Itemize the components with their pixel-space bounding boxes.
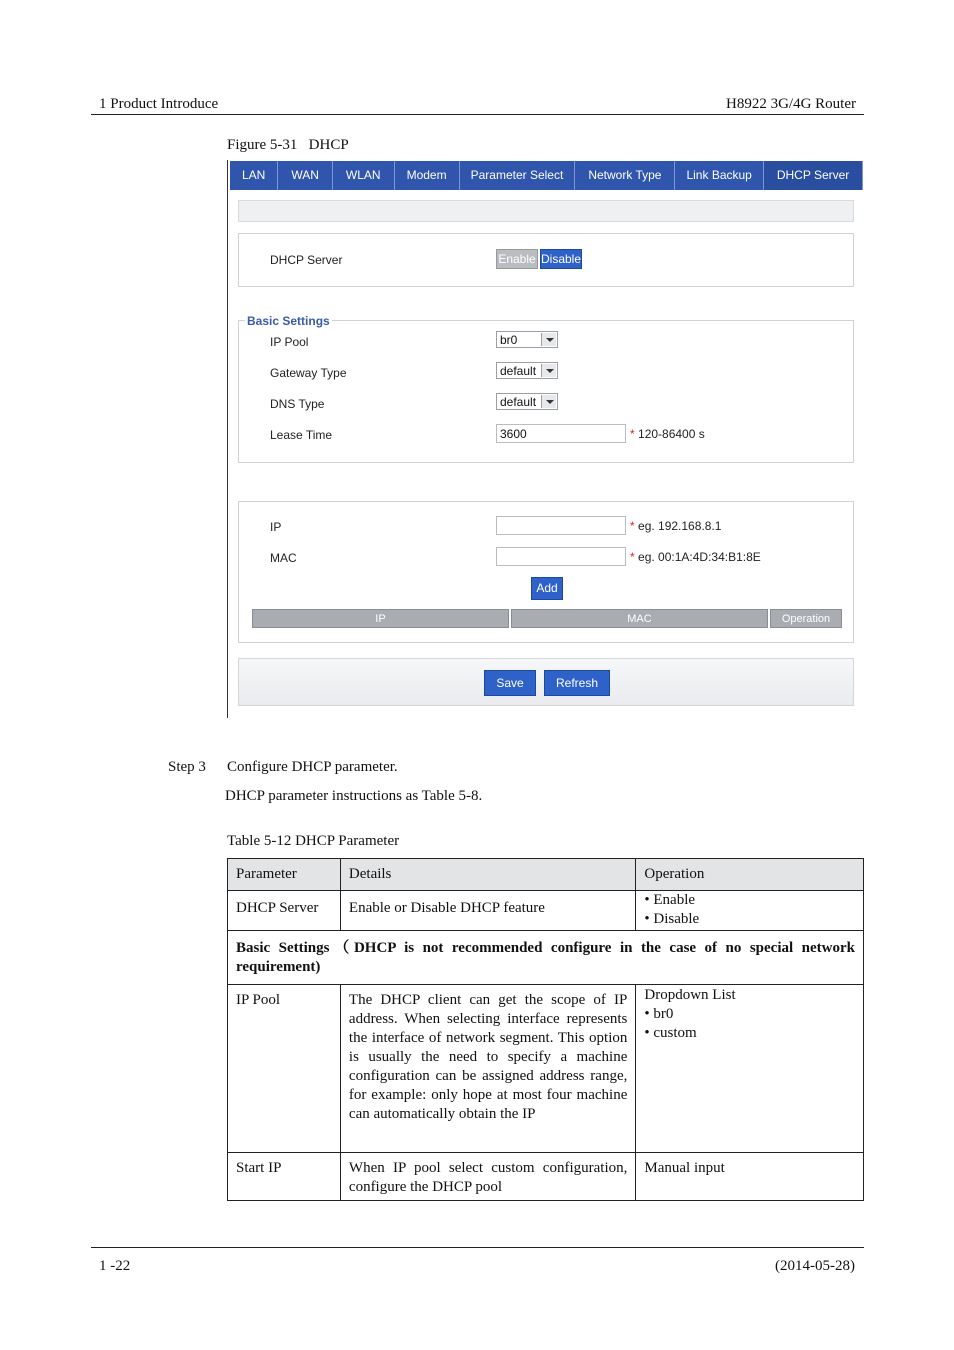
- binding-table-header-ip: IP: [252, 609, 509, 628]
- table-row: [228, 985, 864, 1153]
- table-header-operation: Operation: [636, 859, 864, 891]
- action-bar: [238, 658, 854, 706]
- figure-left-border: [227, 160, 228, 718]
- dhcp-server-panel: [238, 233, 854, 287]
- chevron-down-icon: [541, 364, 556, 377]
- operation-item: • custom: [644, 1025, 697, 1041]
- gateway-type-select[interactable]: [496, 362, 558, 379]
- page-number: 1 -22: [99, 1258, 131, 1274]
- binding-table-header-operation: Operation: [770, 609, 842, 628]
- operation-cell: [636, 891, 864, 931]
- step-text: Configure DHCP parameter.: [227, 759, 398, 775]
- required-mark: *: [630, 519, 635, 533]
- tab-network-type[interactable]: Network Type: [575, 161, 675, 190]
- lease-time-label: Lease Time: [270, 428, 333, 442]
- dhcp-server-label: DHCP Server: [270, 253, 343, 267]
- chevron-down-icon: [541, 333, 556, 346]
- ip-hint-text: eg. 192.168.8.1: [638, 519, 722, 533]
- dns-type-select[interactable]: [496, 393, 558, 410]
- param-cell: DHCP Server: [228, 891, 341, 931]
- static-binding-panel: [238, 501, 854, 643]
- tab-dhcp-server[interactable]: DHCP Server: [764, 161, 863, 190]
- operation-cell: Manual input: [636, 1153, 864, 1201]
- section-row: [228, 931, 864, 985]
- ip-input[interactable]: [496, 516, 626, 535]
- basic-settings-legend: Basic Settings: [247, 314, 330, 328]
- details-cell: The DHCP client can get the scope of IP address. When selecting interface represents the interface of network segment. This option is usually the need to specify a machine configuration can be assigned address range, for example: only hope at most four machine can automatically obtain the IP: [340, 985, 635, 1153]
- ip-pool-label: IP Pool: [270, 335, 309, 349]
- table-caption: Table 5-12 DHCP Parameter: [227, 833, 400, 849]
- details-cell: Enable or Disable DHCP feature: [340, 891, 635, 931]
- operation-item: • br0: [644, 1006, 674, 1022]
- details-cell: When IP pool select custom configuration, configure the DHCP pool: [340, 1153, 635, 1201]
- tab-wan[interactable]: WAN: [278, 161, 333, 190]
- ip-pool-select[interactable]: [496, 331, 558, 348]
- dns-type-label: DNS Type: [270, 397, 325, 411]
- tab-lan[interactable]: LAN: [230, 161, 278, 190]
- ip-label: IP: [270, 520, 282, 534]
- lease-time-hint-text: 120-86400 s: [638, 427, 705, 441]
- mac-input[interactable]: [496, 547, 626, 566]
- header-divider: [91, 114, 864, 115]
- intro-text: DHCP parameter instructions as Table 5-8.: [225, 788, 483, 804]
- header-left: 1 Product Introduce: [99, 96, 219, 112]
- tab-parameter-select[interactable]: Parameter Select: [460, 161, 576, 190]
- enable-button[interactable]: Enable: [496, 249, 538, 269]
- table-header-row: [228, 859, 864, 891]
- operation-item: • Enable: [644, 892, 696, 908]
- required-mark: *: [630, 427, 635, 441]
- table-header-details: Details: [340, 859, 635, 891]
- required-mark: *: [630, 550, 635, 564]
- param-cell: IP Pool: [228, 985, 341, 1153]
- lease-time-hint: [630, 427, 705, 441]
- tab-link-backup[interactable]: Link Backup: [675, 161, 763, 190]
- footer-divider: [91, 1247, 864, 1248]
- table-row: [228, 1153, 864, 1201]
- tab-wlan[interactable]: WLAN: [333, 161, 395, 190]
- top-info-bar: [238, 200, 854, 222]
- mac-hint: [630, 550, 761, 564]
- basic-settings-panel: [238, 320, 854, 463]
- gateway-type-value: default: [500, 364, 537, 378]
- operation-item: Dropdown List: [644, 987, 736, 1003]
- table-row: [228, 891, 864, 931]
- ip-hint: [630, 519, 721, 533]
- mac-hint-text: eg. 00:1A:4D:34:B1:8E: [638, 550, 761, 564]
- param-cell: Start IP: [228, 1153, 341, 1201]
- section-cell: Basic Settings（DHCP is not recommended configure in the case of no special network requirement): [228, 931, 864, 985]
- chevron-down-icon: [541, 395, 556, 408]
- disable-button[interactable]: Disable: [540, 249, 582, 269]
- tab-modem[interactable]: Modem: [395, 161, 460, 190]
- dhcp-parameter-table: [227, 858, 864, 1201]
- footer-date: (2014-05-28): [775, 1258, 855, 1274]
- save-button[interactable]: Save: [484, 670, 536, 696]
- table-header-parameter: Parameter: [228, 859, 341, 891]
- dns-type-value: default: [500, 395, 537, 409]
- step-label: Step 3: [168, 759, 206, 775]
- ip-pool-value: br0: [500, 333, 518, 347]
- router-screenshot: [230, 160, 861, 716]
- binding-table-header-mac: MAC: [511, 609, 768, 628]
- figure-caption: Figure 5-31 DHCP: [227, 137, 349, 153]
- header-right: H8922 3G/4G Router: [726, 96, 856, 112]
- tab-bar: [230, 161, 861, 190]
- refresh-button[interactable]: Refresh: [544, 670, 610, 696]
- operation-item: • Disable: [644, 911, 700, 927]
- mac-label: MAC: [270, 551, 297, 565]
- gateway-type-label: Gateway Type: [270, 366, 347, 380]
- add-button[interactable]: Add: [531, 577, 563, 600]
- operation-cell: [636, 985, 864, 1153]
- lease-time-input[interactable]: 3600: [496, 424, 626, 443]
